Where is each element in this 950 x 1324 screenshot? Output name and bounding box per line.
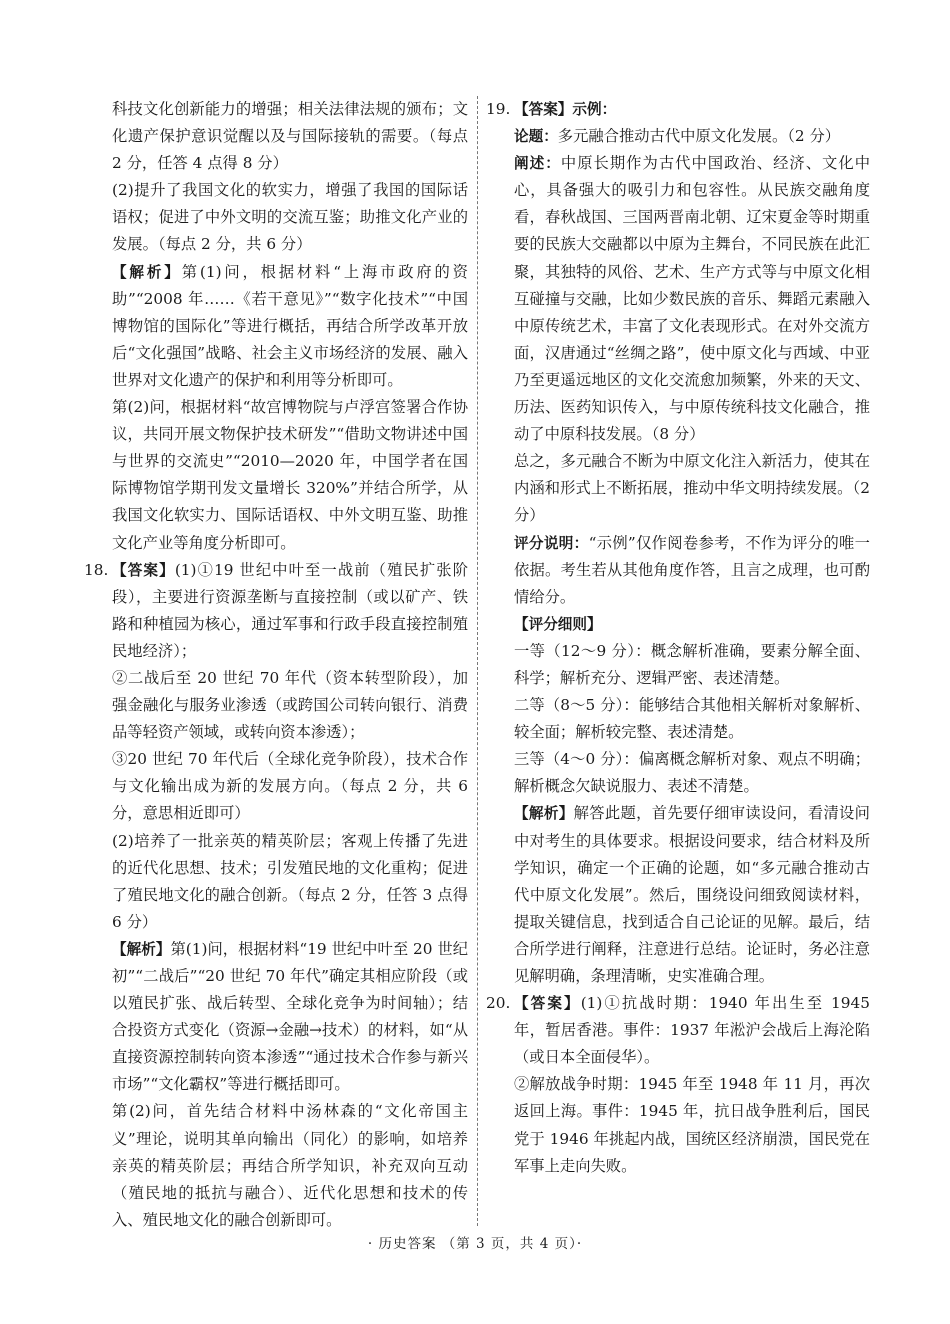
answer-19-conclusion: 总之，多元融合不断为中原文化注入新活力，使其在内涵和形式上不断拓展，推动中华文明持续发展。（2 分） (514, 452, 870, 525)
analysis-19: 【解析】解答此题，首先要仔细审读设问，看清设问中对考生的具体要求。根据设问要求，结合材料及所学知识，确定一个正确的论题，如“多元融合推动古代中原文化发展”。然后，围绕设问细致阅读材料，提取关键信息，找到适合自己论证的见解。最后，结合所学进行阐释，注意进行总结。论证时，务必注意见解明确，条理清晰，史实准确合理。 (514, 804, 870, 985)
answer-20-part1: 20. 【答案】(1)①抗战时期：1940 年出生至 1945 年，暂居香港。事件：1937 年淞沪会战后上海沦陷（或日本全面侵华）。 (492, 990, 870, 1071)
analysis-18-part2: 第(2)问，首先结合材料中汤林森的“文化帝国主义”理论，说明其单向输出（同化）的影响，如培养亲英的精英阶层；再结合所学知识，补充双向互动（殖民地的抵抗与融合）、近代化思想和技术的传入、殖民地文化的融合创新即可。 (112, 1102, 468, 1229)
answer-19-thesis: 论题：多元融合推动古代中原文化发展。（2 分） (514, 127, 841, 146)
scoring-rules-heading: 【评分细则】 (514, 615, 602, 633)
thesis-label: 论题： (514, 128, 558, 146)
answer-label: 【答案】 (514, 995, 581, 1013)
column-divider (477, 96, 478, 1226)
analysis-18-part1: 【解析】第(1)问，根据材料“19 世纪中叶至 20 世纪初”“二战后”“20 世纪 70 年代”确定其相应阶段（或以殖民扩张、战后转型、全球化竞争为时间轴）；结合投资方式变化（资源→金融→技术）的材料，如“从直接资源控制转向资本渗透”“通过技术合作参与新兴市场”“文化霸权”等进行概括即可。 (112, 939, 468, 1094)
left-column (84, 96, 468, 1234)
analysis-label: 【解析】 (112, 263, 182, 281)
analysis-label: 【解析】 (514, 805, 574, 823)
analysis-17-part2: 第(2)问，根据材料“故宫博物院与卢浮宫签署合作协议，共同开展文物保护技术研发”“借助文物讲述中国与世界的交流史”“2010—2020 年，中国学者在国际博物馆学期刊发文量增长 320%”并结合所学，从我国文化软实力、国际话语权、中外文明互鉴、助推文化产业等角度分析即可。 (112, 398, 468, 552)
answer-20-point2: ②解放战争时期：1945 年至 1948 年 11 月，再次返回上海。事件：1945 年，抗日战争胜利后，国民党于 1946 年挑起内战，国统区经济崩溃，国民党在军事上走向失败。 (514, 1075, 870, 1175)
question-number: 19. (486, 100, 511, 118)
question-number: 20. (486, 994, 511, 1013)
scoring-tier-1: 一等（12～9 分）：概念解析准确，要素分解全面、科学；解析充分、逻辑严密、表述清楚。 (514, 641, 870, 687)
answer-label: 【答案】 (112, 561, 175, 579)
answer-18-part2: (2)培养了一批亲英的精英阶层；客观上传播了先进的近代化思想、技术；引发殖民地的文化重构；促进了殖民地文化的融合创新。（每点 2 分，任答 3 点得 6 分） (112, 831, 468, 931)
answer-18-part1: 18. 【答案】(1)①19 世纪中叶至一战前（殖民扩张阶段），主要进行资源垄断与直接控制（或以矿产、铁路和种植园为核心，通过军事和行政手段直接控制殖民地经济）； (90, 557, 468, 665)
answer-19-header (486, 96, 870, 123)
analysis-17-part1: 【解析】第(1)问，根据材料“上海市政府的资助”“2008 年……《若干意见》”“数字化技术”“中国博物馆的国际化”等进行概括，再结合所学改革开放后“文化强国”战略、社会主义市场经济的发展、融入世界对文化遗产的保护和利用等分析即可。 (112, 262, 468, 389)
analysis-label: 【解析】 (112, 940, 171, 958)
answer-17-part2: (2)提升了我国文化的软实力，增强了我国的国际话语权；促进了中外文明的交流互鉴；助推文化产业的发展。（每点 2 分，共 6 分） (112, 181, 468, 254)
right-column (486, 96, 870, 1180)
elaboration-label: 阐述： (514, 155, 561, 173)
scoring-note: 评分说明：“示例”仅作阅卷参考，不作为评分的唯一依据。考生若从其他角度作答，且言之成理，也可酌情给分。 (514, 533, 870, 606)
answer-18-point2: ②二战后至 20 世纪 70 年代（资本转型阶段），加强金融化与服务业渗透（或跨国公司转向银行、消费品等轻资产领域，或转向资本渗透）； (112, 668, 468, 742)
answer-18-point3: ③20 世纪 70 年代后（全球化竞争阶段），技术合作与文化输出成为新的发展方向。（每点 2 分，共 6 分，意思相近即可） (112, 750, 468, 823)
scoring-note-label: 评分说明： (514, 534, 589, 552)
answer-19-elaboration: 阐述：中原长期作为古代中国政治、经济、文化中心，具备强大的吸引力和包容性。从民族交融角度看，春秋战国、三国两晋南北朝、辽宋夏金等时期重要的民族大交融都以中原为主舞台，不同民族在此汇聚，其独特的风俗、艺术、生产方式等与中原文化相互碰撞与交融，比如少数民族的音乐、舞蹈元素融入中原传统艺术，丰富了文化表现形式。在对外交流方面，汉唐通过“丝绸之路”，使中原文化与西域、中亚乃至更遥远地区的文化交流愈加频繁，外来的天文、历法、医药知识传入，与中原传统科技文化融合，推动了中原科技发展。（8 分） (514, 154, 870, 444)
scoring-tier-2: 二等（8～5 分）：能够结合其他相关解析对象解析、较全面；解析较完整、表述清楚。 (514, 696, 870, 742)
page-footer: · 历史答案 （第 3 页，共 4 页）· (367, 1236, 583, 1252)
answer-label: 【答案】示例： (514, 101, 617, 118)
answer-17-part1-tail: 科技文化创新能力的增强；相关法律法规的颁布；文化遗产保护意识觉醒以及与国际接轨的需要。（每点 2 分，任答 4 点得 8 分） (112, 100, 468, 173)
scoring-tier-3: 三等（4～0 分）：偏离概念解析对象、观点不明确；解析概念欠缺说服力、表述不清楚。 (514, 750, 870, 796)
question-number: 18. (84, 560, 109, 579)
